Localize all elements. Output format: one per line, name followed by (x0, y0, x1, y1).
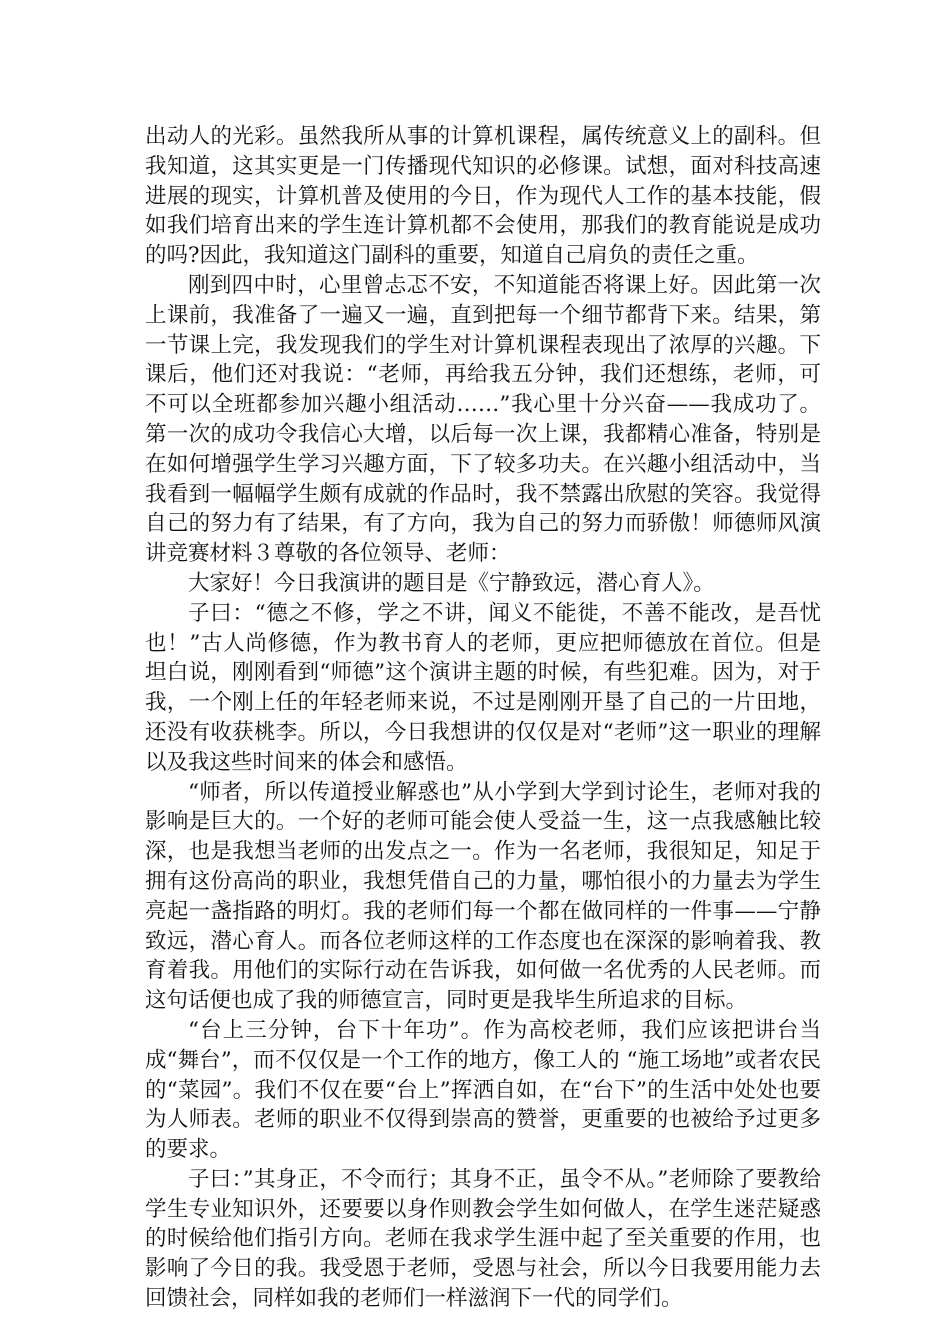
document-body (145, 122, 821, 1314)
paragraph-1: 出动人的光彩。虽然我所从事的计算机课程，属传统意义上的副科。但我知道，这其实更是一门传播现代知识的必修课。试想，面对科技高速进展的现实，计算机普及使用的今日，作为现代人工作的基本技能，假如我们培育出来的学生连计算机都不会使用，那我们的教育能说是成功的吗?因此，我知道这门副科的重要，知道自己肩负的责任之重。 (145, 124, 821, 269)
paragraph-6: “台上三分钟，台下十年功”。作为高校老师，我们应该把讲台当成“舞台”，而不仅仅是一个工作的地方，像工人的 “施工场地”或者农民的“菜园”。我们不仅在要“台上”挥洒自如，在“台下”的生活中处处也要为人师表。老师的职业不仅得到崇高的赞誉，更重要的也被给予过更多的要求。 (145, 1017, 821, 1163)
paragraph-4: 子曰：“德之不修，学之不讲，闻义不能徙，不善不能改，是吾忧也！”古人尚修德，作为教书育人的老师，更应把师德放在首位。但是坦白说，刚刚看到“师德”这个演讲主题的时候，有些犯难。因为，对于我，一个刚上任的年轻老师来说，不过是刚刚开垦了自己的一片田地，还没有收获桃李。所以，今日我想讲的仅仅是对“老师”这一职业的理解以及我这些时间来的体会和感悟。 (145, 600, 821, 775)
paragraph-3: 大家好！今日我演讲的题目是《宁静致远，潜心育人》。 (188, 570, 715, 596)
paragraph-5: “师者，所以传道授业解惑也”从小学到大学到讨论生，老师对我的影响是巨大的。一个好的老师可能会使人受益一生，这一点我感触比较深，也是我想当老师的出发点之一。作为一名老师，我很知足，知足于拥有这份高尚的职业，我想凭借自己的力量，哪怕很小的力量去为学生亮起一盏指路的明灯。我的老师们每一个都在做同样的一件事——宁静致远，潜心育人。而各位老师这样的工作态度也在深深的影响着我、教育着我。用他们的实际行动在告诉我，如何做一名优秀的人民老师。而这句话便也成了我的师德宣言，同时更是我毕生所追求的目标。 (145, 779, 821, 1014)
paragraph-7: 子曰：”其身正，不令而行；其身不正，虽令不从。”老师除了要教给学生专业知识外，还要要以身作则教会学生如何做人，在学生迷茫疑惑的时候给他们指引方向。老师在我求学生涯中起了至关重要的作用，也影响了今日的我。我受恩于老师，受恩与社会，所以今日我要用能力去回馈社会，同样如我的老师们一样滋润下一代的同学们。 (145, 1166, 821, 1312)
paragraph-2: 刚到四中时，心里曾忐忑不安，不知道能否将课上好。因此第一次上课前，我准备了一遍又一遍，直到把每一个细节都背下来。结果，第一节课上完，我发现我们的学生对计算机课程表现出了浓厚的兴趣。下课后，他们还对我说：“老师，再给我五分钟，我们还想练，老师，可不可以全班都参加兴趣小组活动……”我心里十分兴奋——我成功了。第一次的成功令我信心大增，以后每一次上课，我都精心准备，特别是在如何增强学生学习兴趣方面，下了较多功夫。在兴趣小组活动中，当我看到一幅幅学生颇有成就的作品时，我不禁露出欣慰的笑容。我觉得自己的努力有了结果，有了方向，我为自己的努力而骄傲！师德师风演讲竞赛材料３尊敬的各位领导、老师： (145, 272, 821, 567)
